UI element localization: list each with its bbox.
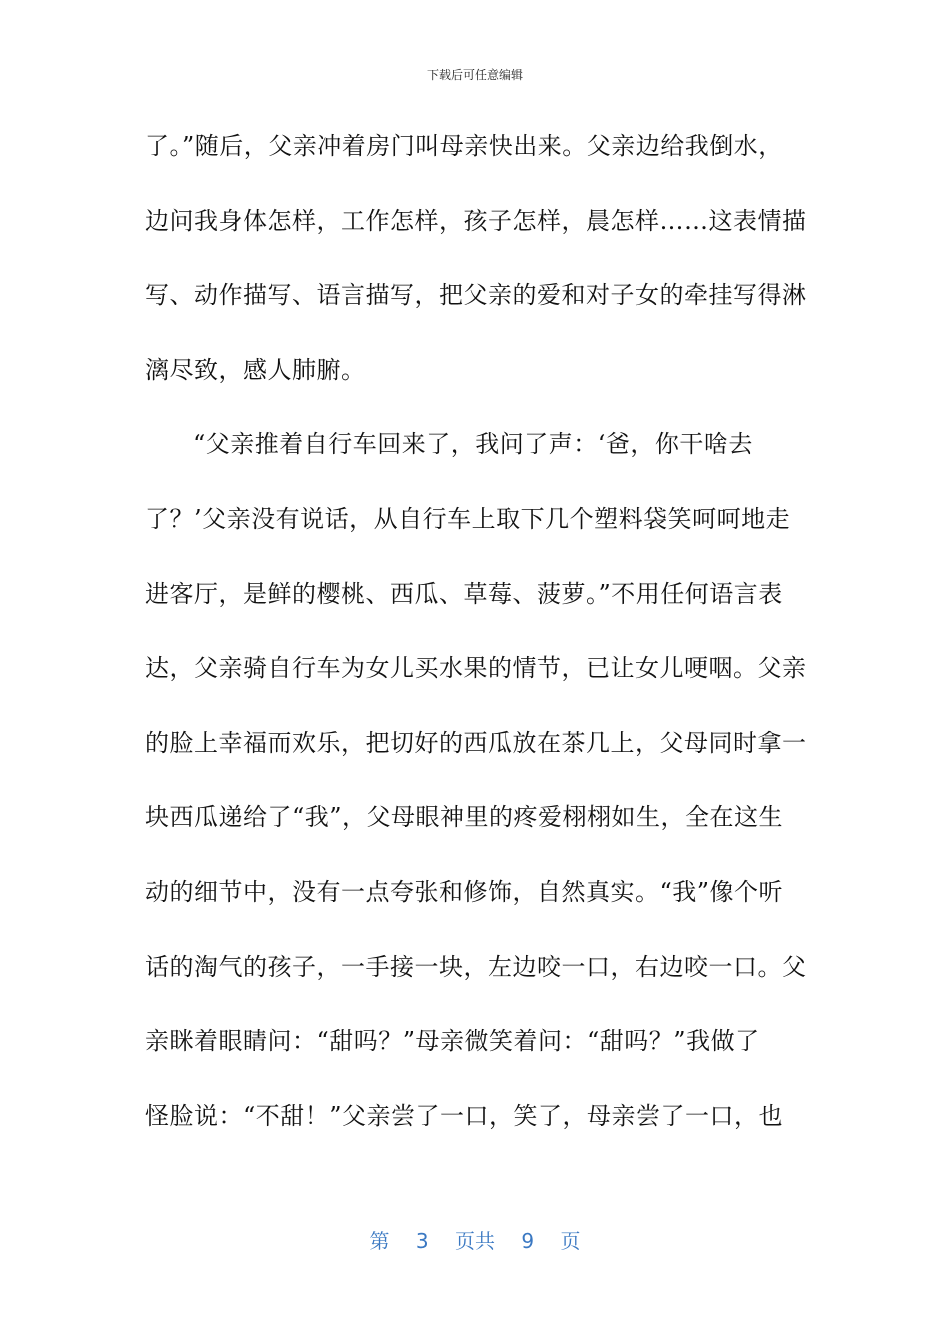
text-line: 了？’父亲没有说话，从自行车上取下几个塑料袋笑呵呵地走 — [145, 504, 791, 533]
page-footer — [0, 1225, 950, 1254]
footer-prefix: 第 — [369, 1229, 390, 1253]
text-line: 达，父亲骑自行车为女儿买水果的情节，已让女儿哽咽。父亲 — [145, 654, 807, 683]
text-line: 动的细节中，没有一点夸张和修饰，自然真实。“我”像个听 — [145, 877, 784, 906]
text-line: 边问我身体怎样，工作怎样，孩子怎样，晨怎样……这表情描 — [145, 206, 807, 235]
footer-middle: 页共 — [455, 1229, 495, 1253]
text-line: “父亲推着自行车回来了，我问了声：‘爸，你干啥去 — [193, 430, 753, 459]
text-line: 怪脸说：“不甜！”父亲尝了一口，笑了，母亲尝了一口，也 — [145, 1101, 784, 1130]
footer-suffix: 页 — [560, 1229, 581, 1253]
text-line: 话的淘气的孩子，一手接一块，左边咬一口，右边咬一口。父 — [145, 952, 807, 981]
current-page-number: 3 — [415, 1229, 429, 1253]
text-line: 块西瓜递给了“我”，父母眼神里的疼爱栩栩如生，全在这生 — [145, 803, 784, 832]
total-pages-number: 9 — [521, 1229, 535, 1253]
header-note: 下载后可任意编辑 — [426, 68, 523, 82]
text-line: 了。”随后，父亲冲着房门叫母亲快出来。父亲边给我倒水， — [145, 132, 783, 160]
text-line: 进客厅，是鲜的樱桃、西瓜、草莓、菠萝。”不用任何语言表 — [145, 579, 783, 608]
text-line: 写、动作描写、语言描写，把父亲的爱和对子女的牵挂写得淋 — [145, 281, 807, 310]
text-line: 亲眯着眼睛问：“甜吗？”母亲微笑着问：“甜吗？”我做了 — [145, 1027, 760, 1056]
text-line: 的脸上幸福而欢乐，把切好的西瓜放在茶几上，父母同时拿一 — [145, 728, 807, 757]
document-body — [145, 122, 805, 1166]
text-line: 漓尽致，感人肺腑。 — [145, 355, 366, 384]
